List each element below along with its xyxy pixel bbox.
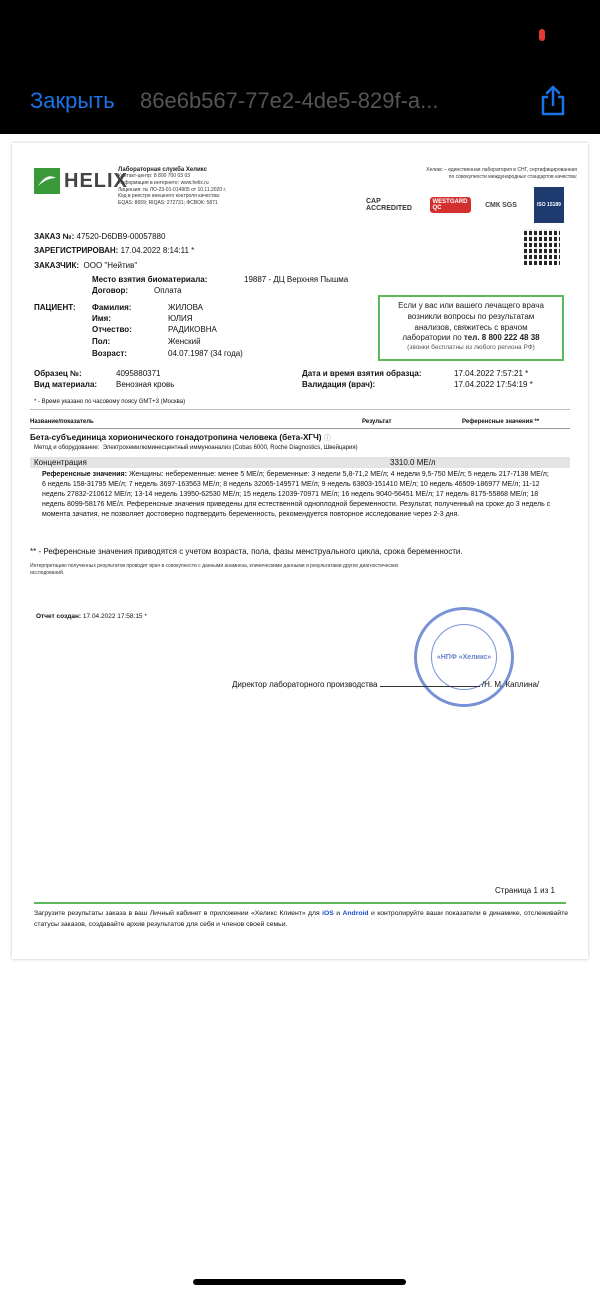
ref-note: Референсные значения приведены для естественной одноплодной беременности. Результат, полученный на сроке до 3 недель с момента зачатия, не позволяет достоверно подтвердить беременность, рекомендуется повторное исследование через 2-3 дня. <box>42 500 551 518</box>
helix-logo-icon <box>34 168 60 194</box>
footer-divider <box>34 902 566 904</box>
order-number-row: ЗАКАЗ №: 47520-D6DB9-00057880 <box>34 232 166 241</box>
recording-indicator <box>539 29 545 41</box>
lab-website: Информация в интернете: www.helix.ru <box>118 179 209 186</box>
material-value: Венозная кровь <box>116 380 175 389</box>
sex-label: Пол: <box>92 337 111 346</box>
page-number: Страница 1 из 1 <box>495 886 555 895</box>
result-row[interactable] <box>30 457 570 468</box>
close-button[interactable]: Закрыть <box>30 88 115 113</box>
home-indicator[interactable] <box>193 1279 406 1285</box>
taken-label: Дата и время взятия образца: <box>302 369 422 378</box>
divider <box>30 409 570 410</box>
col-result-header: Результат <box>362 419 392 425</box>
customer-row: ЗАКАЗЧИК: ООО "Нейтив" <box>34 261 138 270</box>
report-created-row: Отчет создан: 17.04.2022 17:58:15 * <box>36 613 147 620</box>
surname-value: ЖИЛОВА <box>168 303 204 312</box>
col-name-header: Название/показатель <box>30 419 94 425</box>
hint-line-1: Если у вас или вашего лечащего врача <box>398 301 544 310</box>
ref-footnote: ** - Референсные значения приводятся с учетом возраста, пола, фазы менструального цикла, срока беременности. <box>30 547 463 556</box>
lab-stamp: «НПФ «Хеликс» <box>414 607 514 707</box>
param-name: Концентрация <box>34 458 87 467</box>
lab-info <box>118 167 288 207</box>
helix-logo-text: HELIX <box>64 169 128 192</box>
ios-link[interactable]: iOS <box>322 910 334 917</box>
contract-value: Оплата <box>154 286 182 295</box>
surname-label: Фамилия: <box>92 303 132 312</box>
test-name: Бета-субъединица хорионического гонадотропина человека (бета-ХГЧ) ⓘ <box>30 433 331 442</box>
age-value: 04.07.1987 (34 года) <box>168 349 243 358</box>
share-icon[interactable] <box>538 84 568 116</box>
lab-registry-codes: EQAS: 8659; RIQAS: 272731; ФСВОК: 5871 <box>118 200 218 206</box>
hint-free-calls: (звонки бесплатны из любого региона РФ) <box>407 344 535 352</box>
location-label: Место взятия биоматериала: <box>92 275 208 284</box>
lab-contact: Контакт-центр: 8 800 700 03 03 <box>118 173 191 179</box>
hint-phone[interactable]: тел. 8 800 222 48 38 <box>463 333 540 343</box>
cert-line-2: по совокупности международных стандартов качества: <box>448 173 577 180</box>
age-label: Возраст: <box>92 349 127 358</box>
hint-line-4: лаборатории по тел. 8 800 222 48 38 <box>402 333 540 343</box>
method-row: Метод и оборудование: Электрохемилюминесцентный иммуноанализ (Cobas 6000, Roche Diagnostics, Швейцария) <box>34 445 358 451</box>
helix-logo <box>34 167 128 195</box>
reference-values <box>42 470 552 520</box>
header-divider <box>30 428 570 429</box>
lab-registry: Код в реестре внешнего контроля качества: <box>118 193 221 200</box>
contract-label: Договор: <box>92 286 129 295</box>
westgard-badge: WESTGARD QC <box>430 187 470 223</box>
lab-report-document[interactable] <box>12 143 588 959</box>
footer-app-promo: Загрузите результаты заказа в ваш Личный кабинет в приложении «Хеликс Клиент» для iOS и Android и контролируйте ваши показатели в динамике, отслеживайте статусы заказов, создавайте архив результатов для себя и членов своей семьи. <box>34 910 569 928</box>
validation-label: Валидация (врач): <box>302 380 376 389</box>
registered-row: ЗАРЕГИСТРИРОВАН: 17.04.2022 8:14:11 * <box>34 246 195 255</box>
patronymic-label: Отчество: <box>92 325 132 334</box>
document-title: 86e6b567-77e2-4de5-829f-a... <box>140 88 439 113</box>
sgs-badge: СМК SGS <box>485 201 517 209</box>
patronymic-value: РАДИКОВНА <box>168 325 217 334</box>
material-label: Вид материала: <box>34 380 98 389</box>
sex-value: Женский <box>168 337 201 346</box>
validation-value: 17.04.2022 17:54:19 * <box>454 380 533 389</box>
director-row: Директор лабораторного производства /Н. М. Каплина/ <box>232 680 540 689</box>
cap-badge: CAP ACCREDITED <box>366 198 412 212</box>
certification-info <box>367 167 577 181</box>
hint-line-2: возникли вопросы по результатам <box>407 311 535 321</box>
col-ref-header: Референсные значения ** <box>462 419 540 425</box>
patient-section-label: ПАЦИЕНТ: <box>34 303 76 312</box>
iso-badge: ISO 15189 <box>534 187 564 223</box>
timezone-note: * - Время указано по часовому поясу GMT+3 (Москва) <box>34 399 186 405</box>
interpretation-note: Интерпретацию полученных результатов проводит врач в совокупности с данными анамнеза, клиническими данными и результатами других диагностических исследований. <box>30 563 399 576</box>
android-link[interactable]: Android <box>342 910 369 917</box>
location-value: 19887 - ДЦ Верхняя Пышма <box>244 275 349 284</box>
first-name-value: ЮЛИЯ <box>168 314 193 323</box>
lab-title: Лабораторная служба Хеликс <box>118 167 207 173</box>
doctor-contact-box <box>378 295 564 361</box>
info-icon[interactable]: ⓘ <box>323 435 331 442</box>
ref-label: Референсные значения: <box>42 471 127 478</box>
ref-ranges: Женщины: небеременные: менее 5 МЕ/л; беременные: 3 недели 5,8-71,2 МЕ/л; 4 недели 9,5-750 МЕ/л; 5 недель 217-7138 МЕ/л; 6 недель 158-31795 МЕ/л; 7 недель 3697-163563 МЕ/л; 8 недель 32065-149571 МЕ/л; 9 недель 63803-151410 МЕ/л; 10 недель 46509-186977 МЕ/л; 11-12 недель 27832-210612 МЕ/л; 13-14 недель 13950-62530 МЕ/л; 15 недель 12039-70971 МЕ/л; 16 недель 9040-56451 МЕ/л; 17 недель 8175-55868 МЕ/л; 18 недель 8099-58176 МЕ/л. <box>42 471 549 508</box>
lab-license: Лицензия: № ЛО-23-01-014905 от 10.11.2020 г. <box>118 186 227 193</box>
sample-label: Образец №: <box>34 369 82 378</box>
cert-line-1: Хеликс – единственная лаборатория в СНГ, сертифицированная <box>426 167 577 173</box>
first-name-label: Имя: <box>92 314 111 323</box>
qr-code <box>524 229 560 265</box>
hint-line-3: анализов, свяжитесь с врачом <box>414 322 528 332</box>
certification-badges <box>364 187 579 223</box>
taken-value: 17.04.2022 7:57:21 * <box>454 369 529 378</box>
top-navigation-bar <box>0 0 600 134</box>
param-value: 3310.0 МЕ/л <box>390 458 436 467</box>
sample-value: 4095880371 <box>116 369 161 378</box>
